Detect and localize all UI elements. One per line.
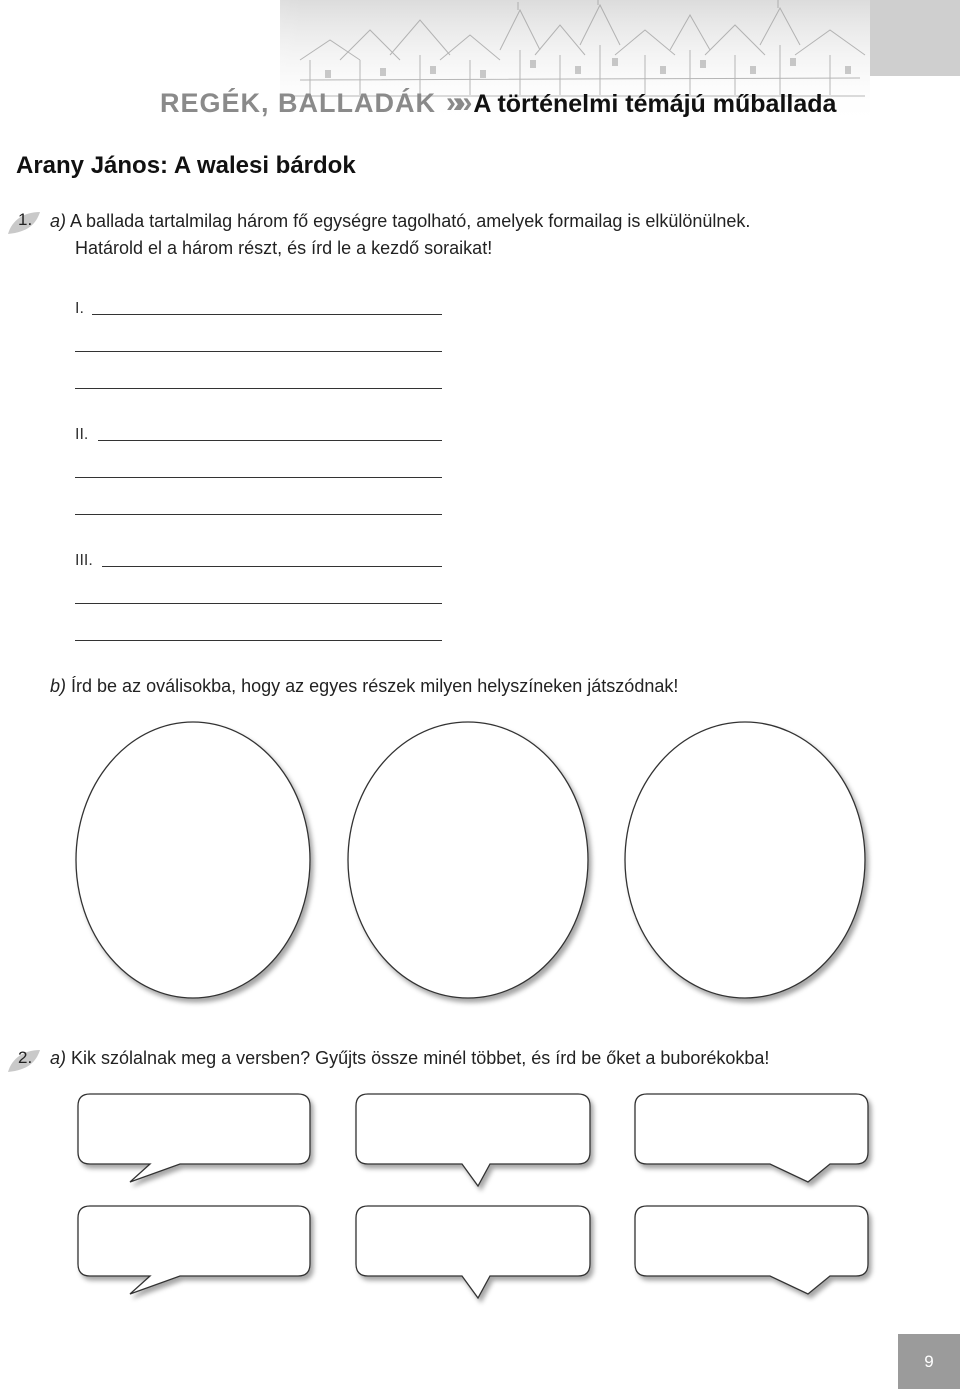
answer-line[interactable] bbox=[75, 388, 442, 389]
speech-bubble[interactable] bbox=[635, 1094, 868, 1182]
task1-a-line1: a) A ballada tartalmilag három fő egységre tagolható, amelyek formailag is elkülönülnek. bbox=[50, 211, 751, 231]
running-header bbox=[160, 86, 836, 122]
speech-bubble[interactable] bbox=[635, 1206, 868, 1294]
speech-bubble[interactable] bbox=[356, 1094, 590, 1186]
section-title: REGÉK, BALLADÁK bbox=[160, 88, 436, 118]
answer-line[interactable] bbox=[75, 603, 442, 604]
speech-bubble[interactable] bbox=[78, 1094, 310, 1182]
task-marker-a: a) bbox=[50, 1048, 67, 1068]
location-oval-2[interactable] bbox=[348, 722, 588, 998]
location-oval-3[interactable] bbox=[625, 722, 865, 998]
chapter-title: A történelmi témájú műballada bbox=[473, 90, 837, 118]
task1-a-line2: Határold el a három részt, és írd le a kezdő soraikat! bbox=[75, 238, 493, 258]
part-label-2: II. bbox=[75, 426, 89, 443]
answer-line[interactable] bbox=[75, 351, 442, 352]
part-label-3: III. bbox=[75, 552, 93, 569]
answer-line[interactable] bbox=[102, 566, 442, 567]
lesson-title: Arany János: A walesi bárdok bbox=[16, 152, 356, 179]
part-label-1: I. bbox=[75, 300, 84, 317]
answer-line[interactable] bbox=[75, 514, 442, 515]
answer-line[interactable] bbox=[75, 477, 442, 478]
task-marker-b: b) bbox=[50, 676, 67, 696]
task-number-badge: 2. bbox=[18, 1048, 40, 1070]
task-marker-a: a) bbox=[50, 211, 67, 231]
double-chevron-icon: »» bbox=[446, 86, 466, 119]
answer-line[interactable] bbox=[92, 314, 442, 315]
location-oval-1[interactable] bbox=[76, 722, 310, 998]
speech-bubble[interactable] bbox=[78, 1206, 310, 1294]
task2-a-text: a) Kik szólalnak meg a versben? Gyűjts össze minél többet, és írd be őket a buborékokba! bbox=[50, 1048, 770, 1068]
answer-line[interactable] bbox=[75, 640, 442, 641]
task1-b-text: b) Írd be az oválisokba, hogy az egyes részek milyen helyszíneken játszódnak! bbox=[50, 676, 679, 696]
page-number: 9 bbox=[924, 1352, 934, 1371]
task-number-badge: 1. bbox=[18, 210, 40, 232]
corner-tab bbox=[870, 0, 960, 76]
speech-bubble[interactable] bbox=[356, 1206, 590, 1298]
answer-line[interactable] bbox=[98, 440, 442, 441]
